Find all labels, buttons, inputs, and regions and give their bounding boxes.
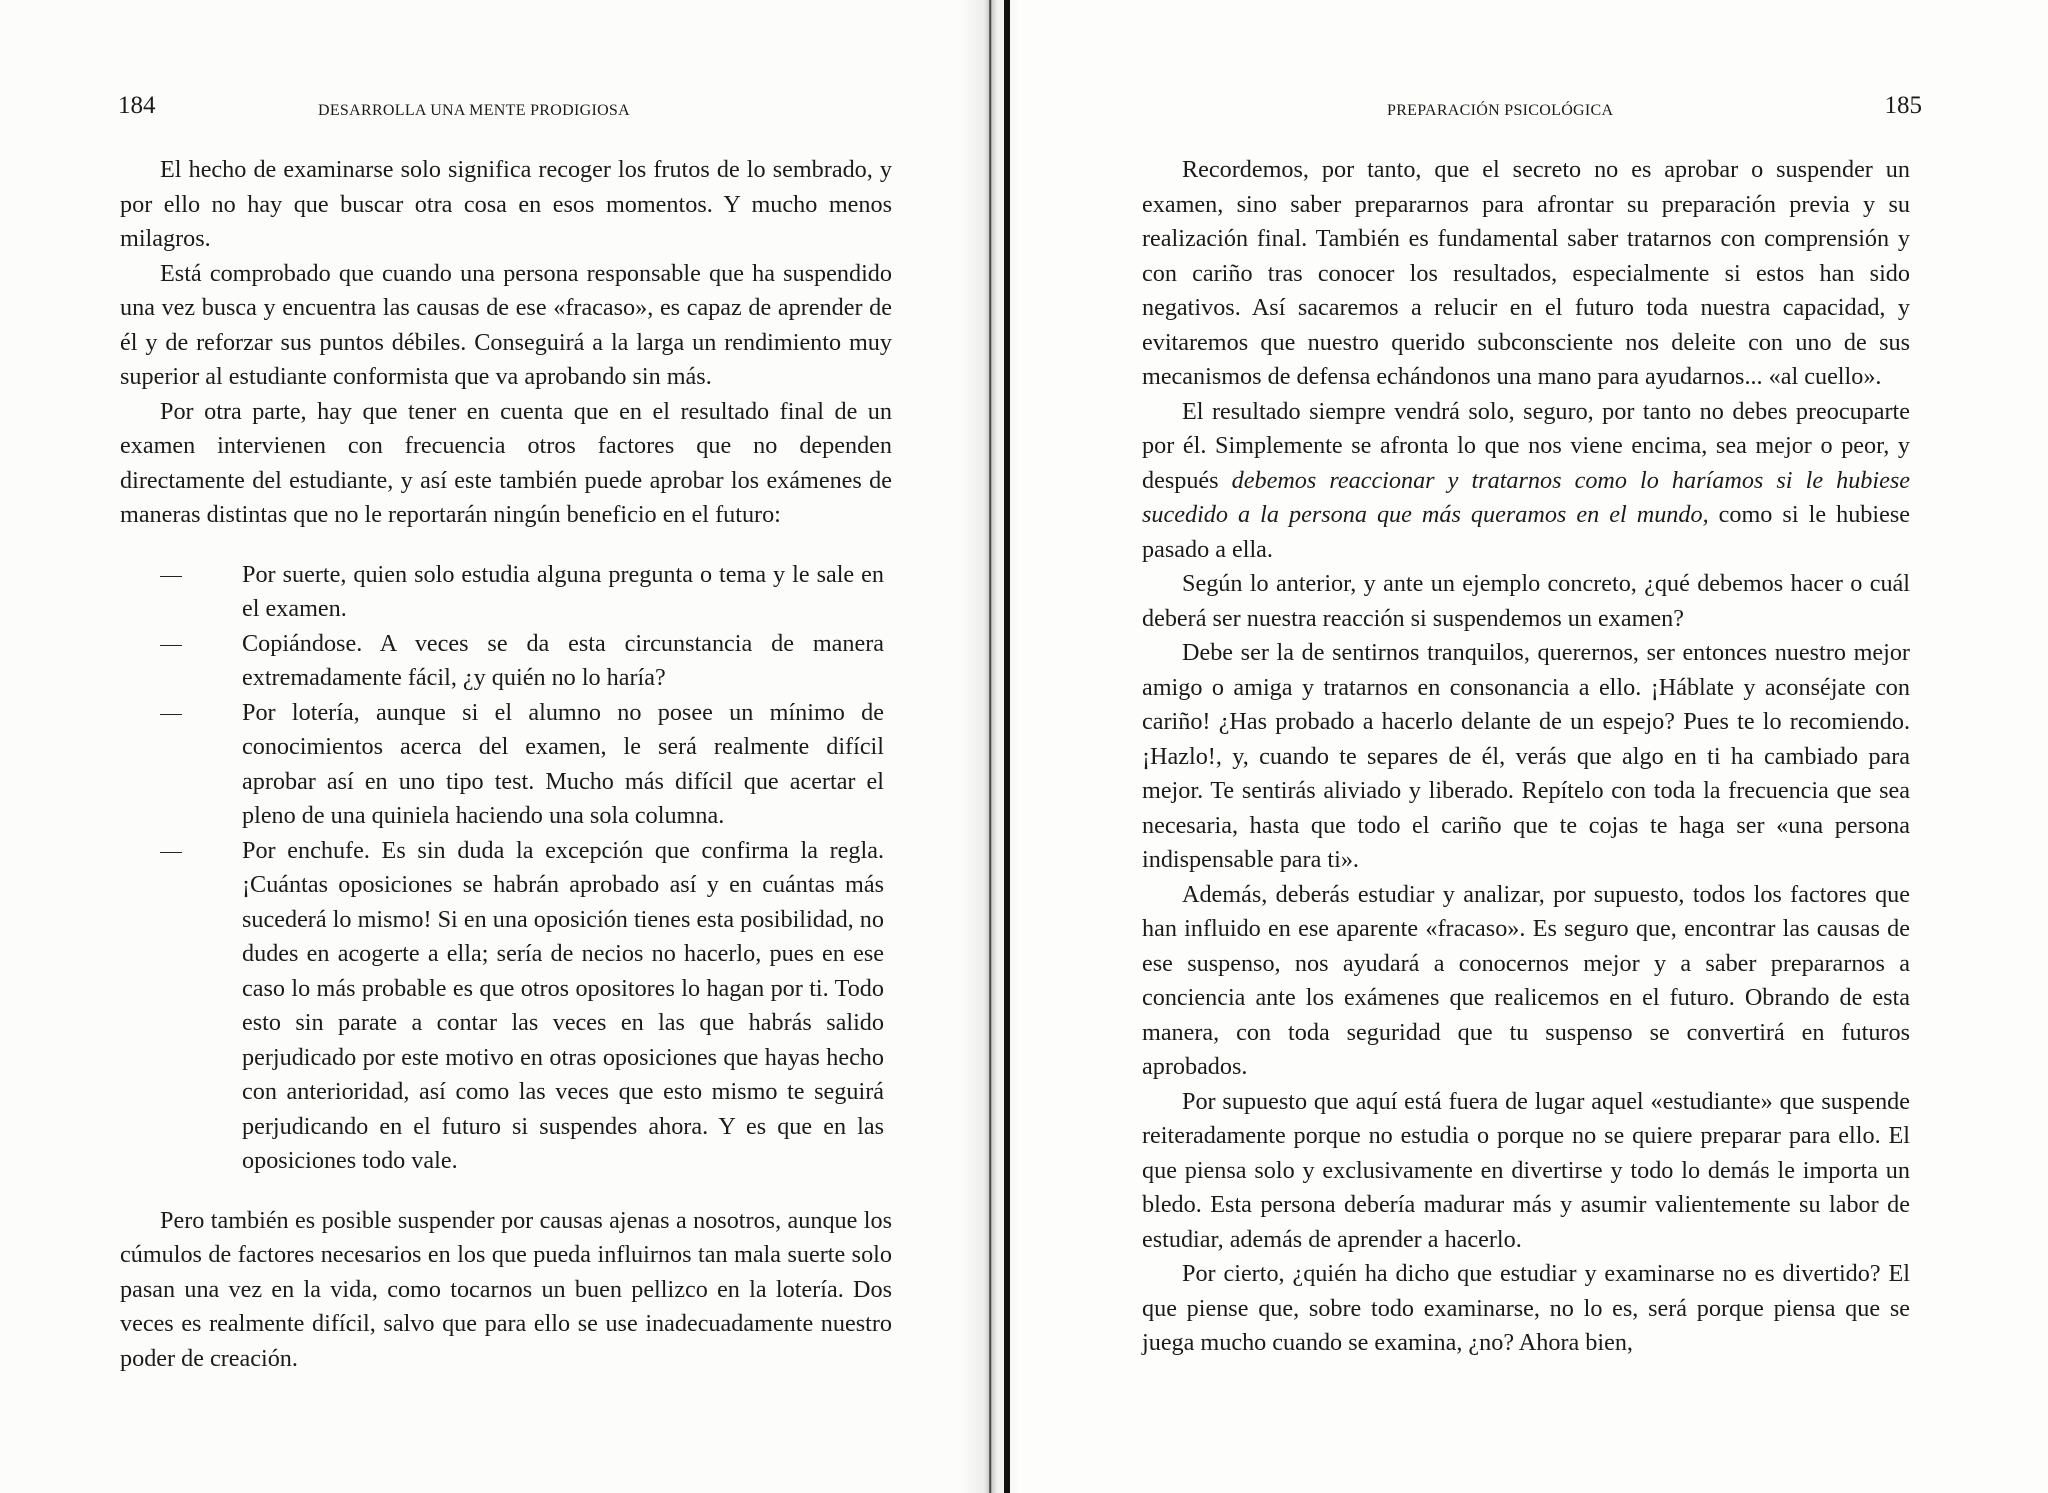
list-item [160, 627, 884, 696]
paragraph: Recordemos, por tanto, que el secreto no es aprobar o suspender un examen, sino saber prepararnos para afrontar su preparación previa y su realización final. También es fundamental saber tratarnos con comprensión y con cariño tras conocer los resultados, especialmente si estos han sido negativos. Así sacaremos a relucir en el futuro toda nuestra capacidad, y evitaremos que nuestro querido subconsciente nos deleite con uno de sus mecanismos de defensa echándonos una mano para ayudarnos... «al cuello». [1142, 156, 1910, 390]
paragraph [1142, 395, 1910, 568]
left-page-header [118, 92, 898, 132]
paragraph: Además, deberás estudiar y analizar, por supuesto, todos los factores que han influido en ese aparente «fracaso». Es seguro que, encontrar las causas de ese suspenso, nos ayudará a conocernos mejor y a saber prepararnos a conciencia ante los exámenes que realicemos en el futuro. Obrando de esta manera, con toda seguridad que tu suspenso se convertirá en futuros aprobados. [1142, 880, 1910, 1080]
bullet-list [120, 558, 892, 1179]
page-number: 184 [118, 92, 156, 119]
paragraph: Pero también es posible suspender por causas ajenas a nosotros, aunque los cúmulos de factores necesarios en los que pueda influirnos tan mala suerte solo pasan una vez en la vida, como tocarnos un buen pellizco en la lotería. Dos veces es realmente difícil, salvo que para ello se use inadecuadamente nuestro poder de creación. [120, 1206, 892, 1372]
book-spine [1004, 0, 1010, 1493]
paragraph: Está comprobado que cuando una persona responsable que ha suspendido una vez busca y encuentra las causas de ese «fracaso», es capaz de aprender de él y de reforzar sus puntos débiles. Conseguirá a la larga un rendimiento muy superior al estudiante conformista que va aprobando sin más. [120, 259, 892, 390]
page-number: 185 [1884, 92, 1922, 119]
right-page [990, 0, 2048, 1493]
paragraph: El hecho de examinarse solo significa recoger los frutos de lo sembrado, y por ello no hay que buscar otra cosa en esos momentos. Y mucho menos milagros. [120, 156, 892, 252]
paragraph: Por otra parte, hay que tener en cuenta que en el resultado final de un examen intervienen con frecuencia otros factores que no dependen directamente del estudiante, y así este también puede aprobar los exámenes de maneras distintas que no le reportarán ningún beneficio en el futuro: [120, 397, 892, 528]
list-item-text: Copiándose. A veces se da esta circunstancia de manera extremadamente fácil, ¿y quién no lo haría? [242, 629, 884, 691]
paragraph-text: como si le hubiese pasado a ella. [1142, 501, 1910, 563]
right-page-header [1142, 92, 1922, 132]
paragraph: Por cierto, ¿quién ha dicho que estudiar y examinarse no es divertido? El que piense que, sobre todo examinarse, no lo es, será porque piensa que se juega mucho cuando se examina, ¿no? Ahora bien, [1142, 1260, 1910, 1356]
left-page [0, 0, 990, 1493]
list-item [160, 558, 884, 627]
italic-emphasis: debemos reaccionar y tratarnos como lo haríamos si le hubiese sucedido a la persona que más queramos en el mundo, [1142, 466, 1911, 528]
paragraph-text: El resultado siempre vendrá solo, seguro, por tanto no debes preocuparte por él. Simplemente se afronta lo que nos viene encima, sea mejor o peor, y después [1142, 397, 1910, 494]
list-item-text: Por enchufe. Es sin duda la excepción que confirma la regla. ¡Cuántas oposiciones se habrán aprobado así y en cuántas más sucederá lo mismo! Si en una oposición tienes esta posibilidad, no dudes en acogerte a ella; sería de necios no hacerlo, pues en ese caso lo más probable es que otros opositores lo hagan por ti. Todo esto sin parate a contar las veces en las que habrás salido perjudicado por este motivo en otras oposiciones que hayas hecho con anterioridad, así como las veces que esto mismo te seguirá perjudicando en el futuro si suspendes ahora. Y es que en las oposiciones todo vale. [242, 836, 884, 1174]
running-head: PREPARACIÓN PSICOLÓGICA [1387, 102, 1614, 119]
book-gutter-shadow [960, 0, 1020, 1493]
running-head: DESARROLLA UNA MENTE PRODIGIOSA [318, 102, 630, 119]
list-item [160, 834, 884, 1179]
right-page-body [1142, 153, 1910, 1361]
list-item [160, 696, 884, 834]
list-item-text: Por lotería, aunque si el alumno no posee un mínimo de conocimientos acerca del examen, le será realmente difícil aprobar así en uno tipo test. Mucho más difícil que acertar el pleno de una quiniela haciendo una sola columna. [242, 698, 884, 829]
paragraph: Debe ser la de sentirnos tranquilos, querernos, ser entonces nuestro mejor amigo o amiga y tratarnos en consonancia a ello. ¡Háblate y aconséjate con cariño! ¿Has probado a hacerlo delante de un espejo? Pues te lo recomiendo. ¡Hazlo!, y, cuando te separes de él, verás que algo en ti ha cambiado para mejor. Te sentirás aliviado y liberado. Repítelo con toda la frecuencia que sea necesaria, hasta que todo el cariño que te cojas te haga ser «una persona indispensable para ti». [1142, 639, 1910, 873]
list-item-text: Por suerte, quien solo estudia alguna pregunta o tema y le sale en el examen. [242, 560, 884, 622]
left-page-body [120, 153, 892, 1376]
paragraph: Por supuesto que aquí está fuera de lugar aquel «estudiante» que suspende reiteradamente porque no estudia o porque no se quiere preparar para ello. El que piensa solo y exclusivamente en divertirse y todo lo demás le importa un bledo. Esta persona debería madurar más y asumir valientemente su labor de estudiar, además de aprender a hacerlo. [1142, 1087, 1910, 1253]
paragraph: Según lo anterior, y ante un ejemplo concreto, ¿qué debemos hacer o cuál deberá ser nuestra reacción si suspendemos un examen? [1142, 570, 1910, 632]
